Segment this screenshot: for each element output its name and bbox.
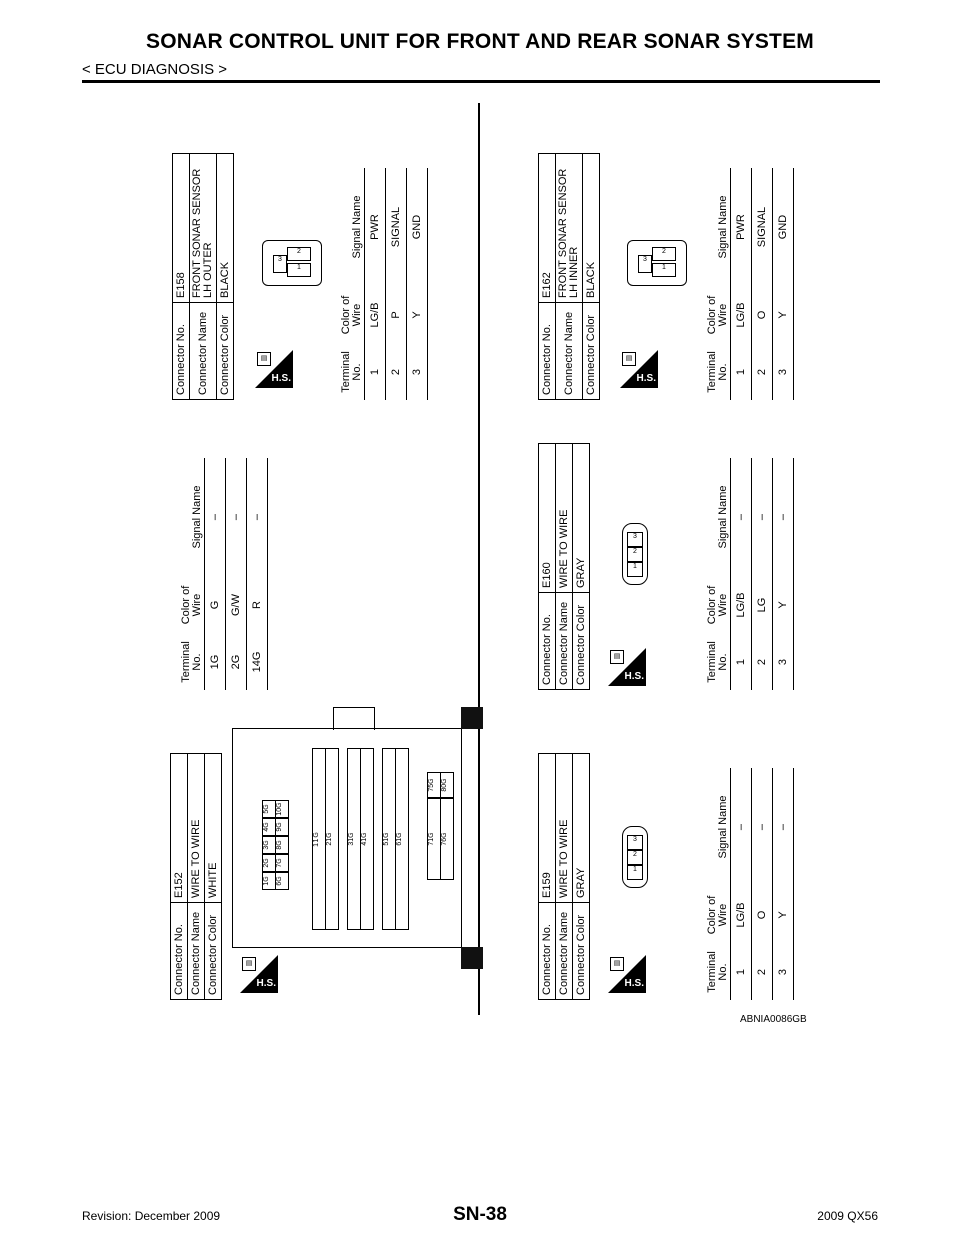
e152-pin-row-5: 51G xyxy=(375,748,396,930)
hs-icon: ▤ H.S. xyxy=(608,648,646,686)
figure-id: ABNIA0086GB xyxy=(740,1014,807,1025)
connector-info-e160: Connector No. E160 Connector Name WIRE TO WIRE Connector Color GRAY xyxy=(538,443,590,690)
hs-icon: ▤ H.S. xyxy=(620,350,658,388)
revision-date: Revision: December 2009 xyxy=(82,1209,221,1223)
terminal-table-e158: Terminal No. Color of Wire Signal Name 1 LG/B PWR 2 P SIGNAL 3 Y GND xyxy=(340,168,428,400)
hs-icon: ▤ H.S. xyxy=(255,350,293,388)
table-row: 3 Y – xyxy=(773,458,794,690)
e152-pin-row-6b: 76G80G xyxy=(433,772,454,880)
table-row: 2 O – xyxy=(752,768,773,1000)
table-row: 1 LG/B – xyxy=(731,458,752,690)
label-connector-name: Connector Name xyxy=(188,903,205,1000)
table-row: 14G R – xyxy=(247,458,268,690)
section-label: < ECU DIAGNOSIS > xyxy=(82,61,228,78)
e152-pin-row-3: 11G xyxy=(305,748,326,930)
column-divider xyxy=(478,103,480,1015)
header-rule xyxy=(82,80,880,83)
terminal-table-e152: Terminal No. Color of Wire Signal Name 1G G – 2G G/W – 14G R – xyxy=(180,458,268,690)
connector-name-value: WIRE TO WIRE xyxy=(188,754,205,903)
page-title: SONAR CONTROL UNIT FOR FRONT AND REAR SONAR SYSTEM xyxy=(145,30,814,53)
e152-pin-row-2: 6G7G8G9G10G xyxy=(268,800,289,890)
connector-info-e152 xyxy=(170,753,222,1000)
e152-pin-row-5b: 61G xyxy=(388,748,409,930)
table-row: 1G G – xyxy=(205,458,226,690)
e152-pin-row-6: 71G75G xyxy=(420,772,441,880)
label-connector-color: Connector Color xyxy=(205,903,222,1000)
table-row: 2 P SIGNAL xyxy=(386,168,407,400)
book-icon: ▤ xyxy=(242,957,256,971)
table-row: 3 Y – xyxy=(773,768,794,1000)
pin-cell: 1G xyxy=(262,872,276,890)
book-icon: ▤ xyxy=(622,352,636,366)
connector-face-e158: 3 2 1 xyxy=(262,240,322,286)
connector-info-e158: Connector No. E158 Connector Name FRONT SONAR SENSOR LH OUTER Connector Color BLACK xyxy=(172,153,234,400)
connector-face-e159: 3 2 1 xyxy=(622,826,648,888)
table-row: 2 O SIGNAL xyxy=(752,168,773,400)
connector-info-e162: Connector No. E162 Connector Name FRONT SONAR SENSOR LH INNER Connector Color BLACK xyxy=(538,153,600,400)
e152-pin-row-1: 1G2G3G4G5G xyxy=(255,800,276,890)
connector-info-e159: Connector No. E159 Connector Name WIRE TO WIRE Connector Color GRAY xyxy=(538,753,590,1000)
page-number: SN-38 xyxy=(453,1204,507,1225)
terminal-table-e162: Terminal No. Color of Wire Signal Name 1 LG/B PWR 2 O SIGNAL 3 Y GND xyxy=(706,168,794,400)
table-row: 2G G/W – xyxy=(226,458,247,690)
table-row: 2 LG – xyxy=(752,458,773,690)
terminal-table-e159: Terminal No. Color of Wire Signal Name 1 LG/B – 2 O – 3 Y – xyxy=(706,768,794,1000)
book-icon: ▤ xyxy=(610,957,624,971)
table-row: 1 LG/B PWR xyxy=(365,168,386,400)
e152-pin-row-3b: 21G xyxy=(318,748,339,930)
book-icon: ▤ xyxy=(257,352,271,366)
model-year: 2009 QX56 xyxy=(817,1209,878,1223)
connector-no-value: E152 xyxy=(171,754,188,903)
table-row: 1 LG/B PWR xyxy=(731,168,752,400)
terminal-table-e160: Terminal No. Color of Wire Signal Name 1 LG/B – 2 LG – 3 Y – xyxy=(706,458,794,690)
connector-face-e162: 3 2 1 xyxy=(627,240,687,286)
e152-pin-row-4b: 41G xyxy=(353,748,374,930)
table-row: 1 LG/B – xyxy=(731,768,752,1000)
connector-face-e160: 3 2 1 xyxy=(622,523,648,585)
table-row: 3 Y GND xyxy=(407,168,428,400)
connector-color-value: WHITE xyxy=(205,754,222,903)
e152-pin-row-4: 31G xyxy=(340,748,361,930)
hs-icon: ▤ H.S. xyxy=(240,955,278,993)
table-row: 3 Y GND xyxy=(773,168,794,400)
book-icon: ▤ xyxy=(610,650,624,664)
label-connector-no: Connector No. xyxy=(171,903,188,1000)
hs-icon: ▤ H.S. xyxy=(608,955,646,993)
